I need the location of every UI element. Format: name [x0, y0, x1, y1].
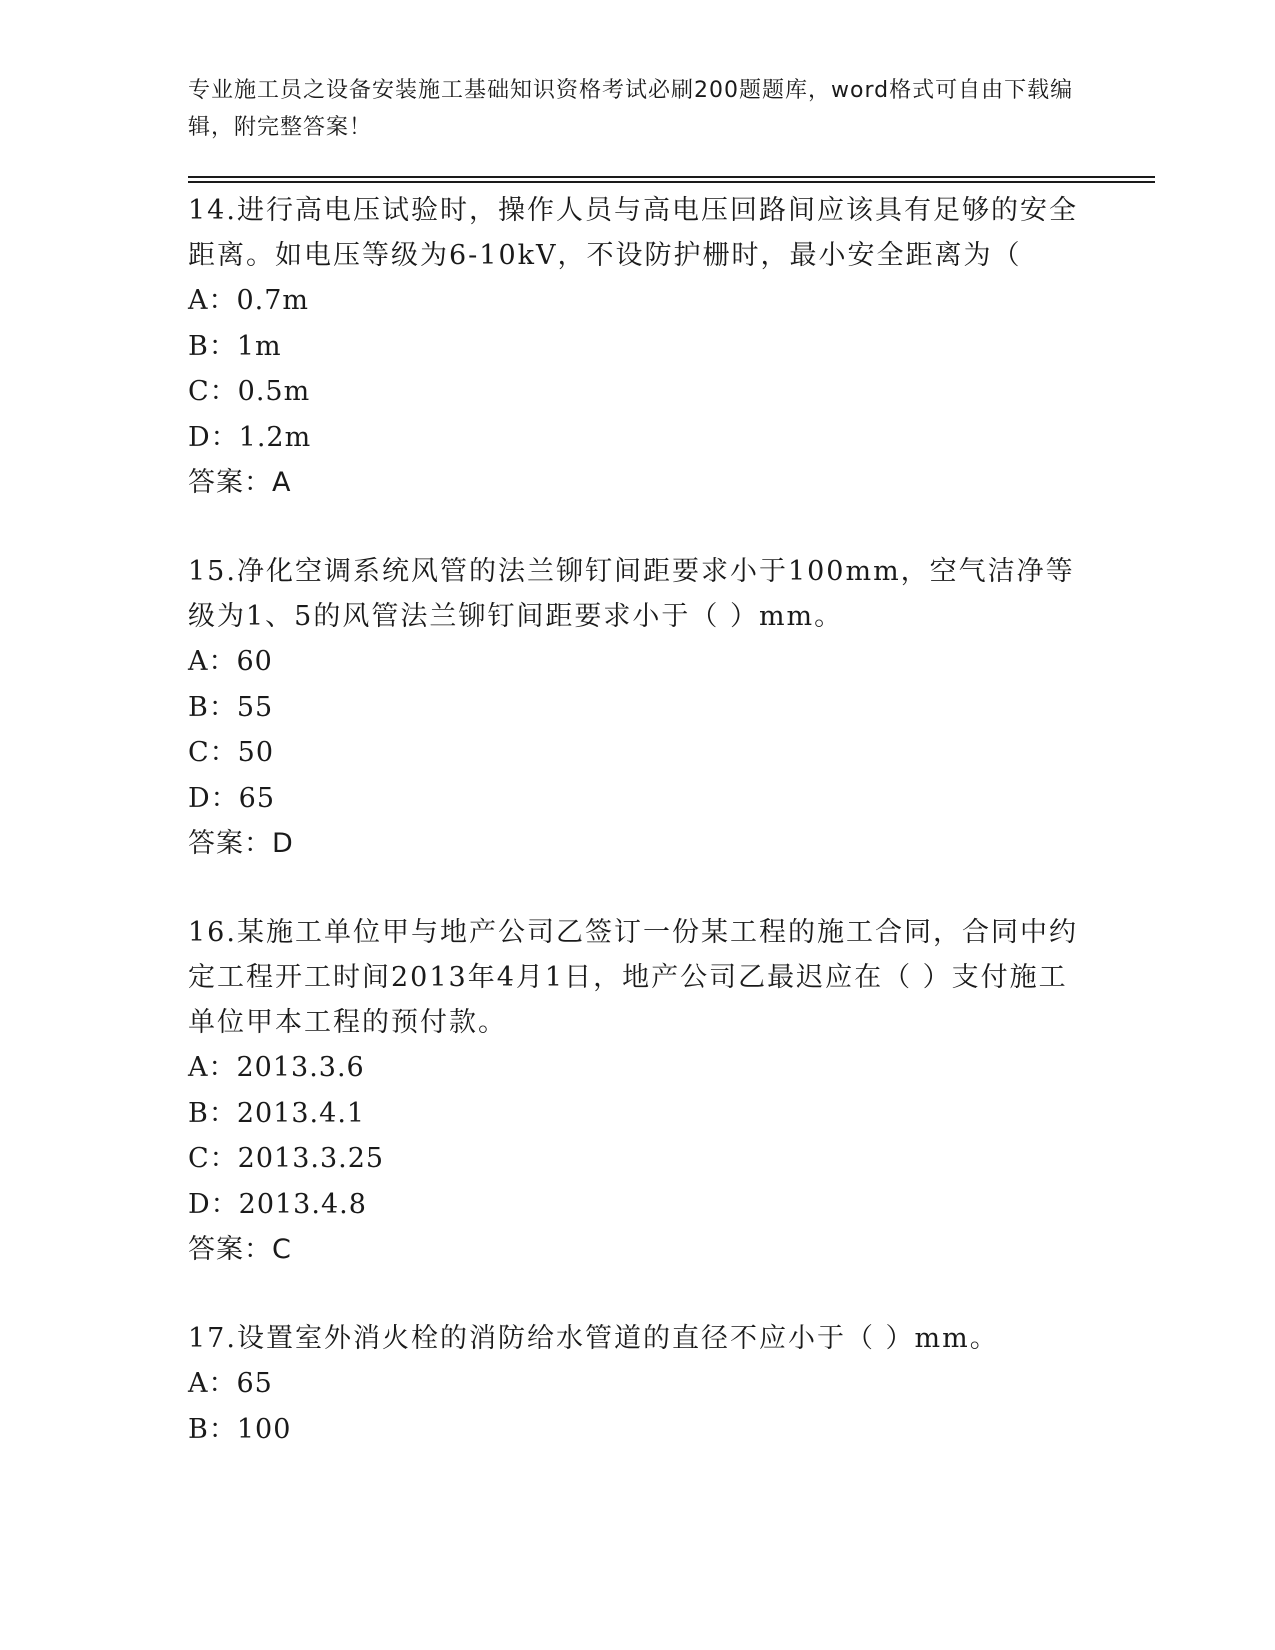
header-divider-bottom — [188, 181, 1155, 183]
option-c: C：0.5m — [188, 376, 311, 407]
option-a: A：0.7m — [188, 285, 310, 316]
option-b: B：55 — [188, 691, 274, 723]
question-stem: 14.进行高电压试验时，操作人员与高电压回路间应该具有足够的安全距离。如电压等级为6-10kV，不设防护栅时，最小安全距离为（ — [188, 195, 1078, 271]
answer-line: 答案：D — [188, 828, 294, 859]
question-16 — [188, 910, 1088, 1272]
option-a: A：60 — [188, 646, 273, 677]
option-b: B：2013.4.1 — [188, 1097, 366, 1129]
answer-line: 答案：A — [188, 467, 292, 498]
question-15 — [188, 549, 1088, 866]
option-d: D：65 — [188, 782, 276, 814]
option-b: B：100 — [188, 1413, 292, 1445]
option-d: D：2013.4.8 — [188, 1188, 367, 1220]
question-stem: 16.某施工单位甲与地产公司乙签订一份某工程的施工合同，合同中约定工程开工时间2013年4月1日，地产公司乙最迟应在（ ）支付施工单位甲本工程的预付款。 — [188, 917, 1078, 1038]
option-c: C：2013.3.25 — [188, 1143, 385, 1174]
question-stem: 15.净化空调系统风管的法兰铆钉间距要求小于100mm，空气洁净等级为1、5的风管法兰铆钉间距要求小于（ ）mm。 — [188, 556, 1075, 632]
option-c: C：50 — [188, 737, 275, 768]
answer-line: 答案：C — [188, 1234, 292, 1265]
option-a: A：2013.3.6 — [188, 1052, 365, 1083]
option-b: B：1m — [188, 330, 282, 362]
option-a: A：65 — [188, 1368, 273, 1399]
header-divider-top — [188, 176, 1155, 178]
question-stem: 17.设置室外消火栓的消防给水管道的直径不应小于（ ）mm。 — [188, 1323, 999, 1354]
document-header — [188, 72, 1078, 146]
header-text: 专业施工员之设备安装施工基础知识资格考试必刷200题题库，word格式可自由下载编辑，附完整答案！ — [188, 78, 1074, 140]
option-d: D：1.2m — [188, 421, 312, 453]
question-17 — [188, 1316, 1088, 1452]
question-list — [188, 188, 1088, 1496]
question-14 — [188, 188, 1088, 505]
